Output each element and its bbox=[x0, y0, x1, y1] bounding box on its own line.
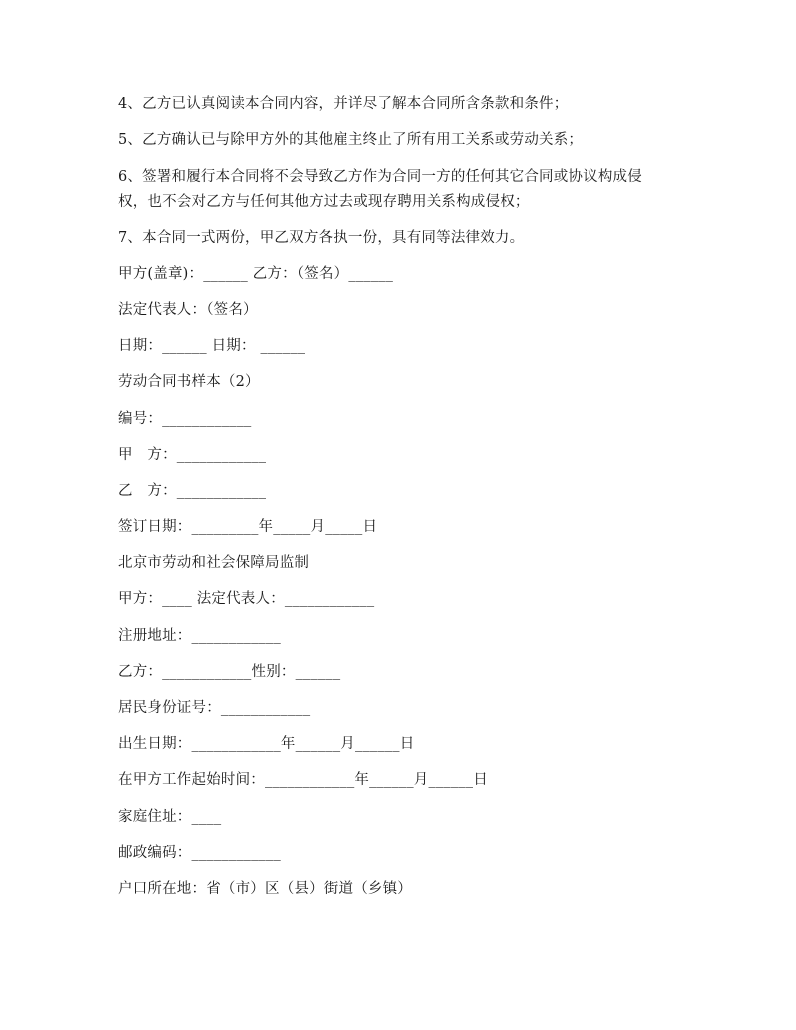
birth-date-line: 出生日期：____________年______月______日 bbox=[118, 736, 415, 752]
clause-6-line-2: 权，也不会对乙方与任何其他方过去或现存聘用关系构成侵权； bbox=[118, 194, 530, 210]
party-b-field-line: 乙 方：____________ bbox=[118, 483, 267, 499]
number-field-line: 编号：____________ bbox=[118, 411, 252, 427]
home-address-line: 家庭住址：____ bbox=[118, 809, 222, 825]
legal-representative-line: 法定代表人：（签名） bbox=[118, 302, 258, 318]
party-b-gender-line: 乙方：____________性别：______ bbox=[118, 664, 341, 680]
section-title: 劳动合同书样本（2） bbox=[118, 374, 260, 390]
clause-7: 7、本合同一式两份，甲乙双方各执一份，具有同等法律效力。 bbox=[118, 230, 525, 246]
signature-line-party-a-b: 甲方(盖章)：______ 乙方：（签名）______ bbox=[118, 266, 394, 282]
party-a-field-line: 甲 方：____________ bbox=[118, 447, 267, 463]
postal-code-line: 邮政编码：____________ bbox=[118, 845, 281, 861]
clause-5: 5、乙方确认已与除甲方外的其他雇主终止了所有用工关系或劳动关系； bbox=[118, 132, 584, 148]
work-start-date-line: 在甲方工作起始时间：____________年______月______日 bbox=[118, 772, 488, 788]
party-a-representative-line: 甲方：____ 法定代表人：____________ bbox=[118, 591, 375, 607]
clause-6-line-1: 6、签署和履行本合同将不会导致乙方作为合同一方的任何其它合同或协议构成侵 bbox=[118, 169, 642, 185]
id-number-line: 居民身份证号：____________ bbox=[118, 700, 311, 716]
signing-date-line: 签订日期：_________年_____月_____日 bbox=[118, 519, 378, 535]
household-registration-line: 户口所在地：省（市）区（县）街道（乡镇） bbox=[118, 881, 412, 897]
registered-address-line: 注册地址：____________ bbox=[118, 628, 281, 644]
supervisor-line: 北京市劳动和社会保障局监制 bbox=[118, 555, 310, 571]
date-line: 日期：______ 日期： ______ bbox=[118, 338, 306, 354]
clause-4: 4、乙方已认真阅读本合同内容，并详尽了解本合同所含条款和条件； bbox=[118, 96, 569, 112]
